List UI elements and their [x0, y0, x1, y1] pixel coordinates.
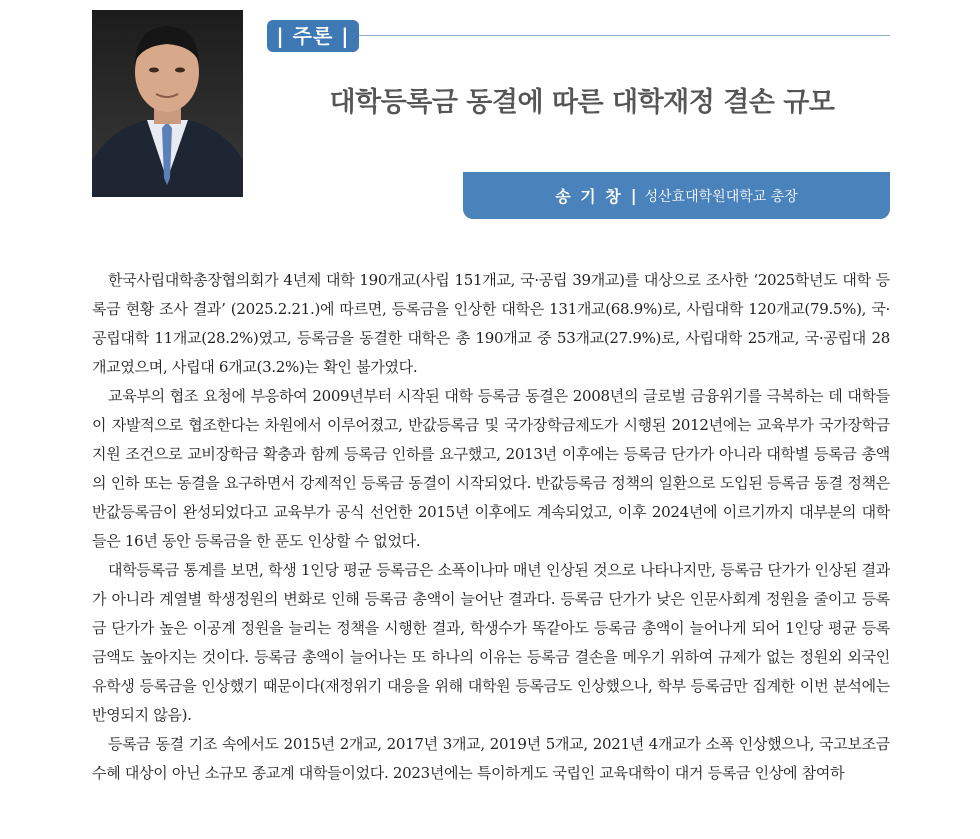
author-photo [92, 10, 243, 197]
author-separator: | [630, 186, 637, 205]
section-tag: | 주론 | [267, 20, 359, 52]
article-title: 대학등록금 동결에 따른 대학재정 결손 규모 [329, 87, 835, 118]
paragraph: 대학등록금 통계를 보면, 학생 1인당 평균 등록금은 소폭이나마 매년 인상된 것으로 나타나지만, 등록금 단가가 인상된 결과가 아니라 계열별 학생정원의 변화로 인해 등록금 총액이 늘어난 결과다. 등록금 단가가 낮은 인문사회계 정원을 줄이고 등록금 단가가 높은 이공계 정원을 늘리는 정책을 시행한 결과, 학생수가 똑같아도 등록금 총액이 늘어나게 되어 1인당 평균 등록금액도 높아지는 것이다. 등록금 총액이 늘어나는 또 하나의 이유는 등록금 결손을 메우기 위하여 규제가 없는 정원외 외국인 유학생 등록금을 인상했기 때문이다(재정위기 대응을 위해 대학원 등록금도 인상했으나, 학부 등록금만 집계한 이번 분석에는 반영되지 않음). [92, 561, 890, 724]
author-bar [463, 172, 890, 219]
author-affiliation: 성산효대학원대학교 총장 [644, 188, 798, 205]
author-name: 송 기 창 [555, 187, 623, 206]
article-body [92, 266, 890, 788]
paragraph: 등록금 동결 기조 속에서도 2015년 2개교, 2017년 3개교, 2019년 5개교, 2021년 4개교가 소폭 인상했으나, 국고보조금 수혜 대상이 아닌 소규모 종교계 대학들이었다. 2023년에는 특이하게도 국립인 교육대학이 대거 등록금 인상에 참여하 [92, 735, 890, 782]
header-rule [356, 35, 890, 36]
paragraph: 한국사립대학총장협의회가 4년제 대학 190개교(사립 151개교, 국·공립 39개교)를 대상으로 조사한 ‘2025학년도 대학 등록금 현황 조사 결과’ (2025.2.21.)에 따르면, 등록금을 인상한 대학은 131개교(68.9%)로, 사립대학 120개교(79.5%), 국·공립대학 11개교(28.2%)였고, 등록금을 동결한 대학은 총 190개교 중 53개교(27.9%)로, 사립대학 25개교, 국·공립대 28개교였으며, 사립대 6개교(3.2%)는 확인 불가였다. [92, 271, 890, 376]
paragraph: 교육부의 협조 요청에 부응하여 2009년부터 시작된 대학 등록금 동결은 2008년의 글로벌 금융위기를 극복하는 데 대학들이 자발적으로 협조한다는 차원에서 이루어졌고, 반값등록금 및 국가장학금제도가 시행된 2012년에는 교육부가 국가장학금 지원 조건으로 교비장학금 확충과 함께 등록금 인하를 요구했고, 2013년 이후에는 등록금 단가가 아니라 대학별 등록금 총액의 인하 또는 동결을 요구하면서 강제적인 등록금 동결이 시작되었다. 반값등록금 정책의 일환으로 도입된 등록금 동결 정책은 반값등록금이 완성되었다고 교육부가 공식 선언한 2015년 이후에도 계속되었고, 이후 2024년에 이르기까지 대부분의 대학들은 16년 동안 등록금을 한 푼도 인상할 수 없었다. [92, 387, 890, 550]
